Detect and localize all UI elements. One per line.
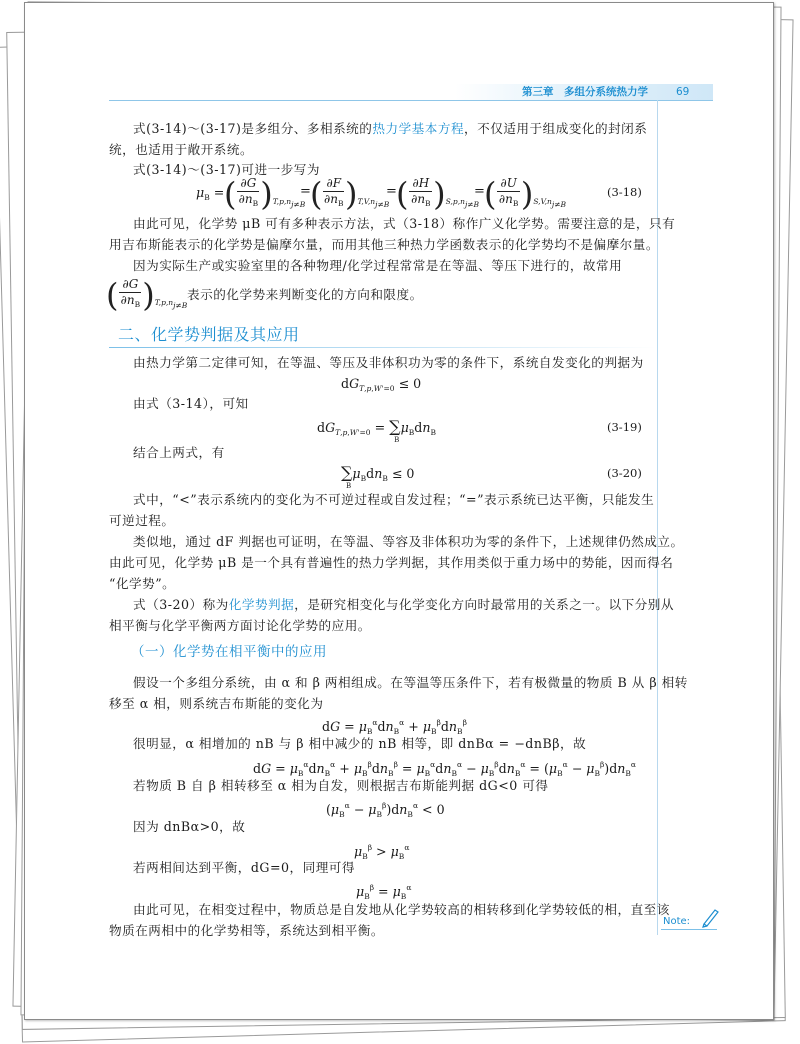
text-line: 假设一个多组分系统，由 α 和 β 两相组成。在等温等压条件下，若有极微量的物质 B 从 β 相转 — [133, 675, 688, 690]
term-highlight: 化学势判据 — [228, 597, 295, 612]
text-line: 因为 dnBα>0，故 — [133, 819, 246, 834]
text-line: 结合上两式，有 — [133, 445, 225, 460]
text-line: 表示的化学势来判断变化的方向和限度。 — [187, 287, 423, 302]
inline-partial-derivative: ( $\frac{\partial G}{\partial n_B}$ ) $T,p,n_{j\ne B}$ — [106, 275, 188, 314]
equation-dG-criterion: $dG_{T,p,W'=0} \le 0$ — [341, 376, 422, 393]
text-line: 因为实际生产或实验室里的各种物理/化学过程常常是在等温、等压下进行的，故常用 — [133, 258, 623, 273]
pencil-icon — [700, 906, 720, 928]
text-line: 很明显，α 相增加的 nB 与 β 相中减少的 nB 相等，即 dnBα = −dnBβ，故 — [133, 736, 587, 751]
equation-number: (3-18) — [607, 185, 642, 199]
text-line: 由热力学第二定律可知，在等温、等压及非体积功为零的条件下，系统自发变化的判据为 — [133, 355, 644, 370]
text-line: 统，也适用于敞开系统。 — [109, 142, 254, 157]
text-line: 若两相间达到平衡，dG=0，同理可得 — [133, 860, 355, 875]
text-line: 相平衡与化学平衡两方面讨论化学势的应用。 — [109, 618, 371, 633]
section-heading: 二、化学势判据及其应用 — [118, 325, 300, 344]
text-line: 可逆过程。 — [109, 513, 175, 528]
note-label: Note: — [663, 916, 691, 927]
page-number: 69 — [676, 86, 690, 98]
text-line: 式（3-20）称为化学势判据，是研究相变化与化学变化方向时最常用的关系之一。以下分别从 — [133, 597, 674, 612]
equation-dG-phases: dG = $\mu_B^\alpha dn_B^\alpha + \mu_B^\beta dn_B^\beta$ — [322, 718, 467, 736]
term-highlight: 热力学基本方程 — [372, 121, 465, 136]
chapter-title: 第三章 多组分系统热力学 — [522, 86, 648, 98]
equation-mu-greater: $\mu_B^\beta > \mu_B^\alpha$ — [354, 843, 410, 861]
text-line: 由此可见，在相变过程中，物质总是自发地从化学势较高的相转移到化学势较低的相，直至该 — [133, 902, 670, 917]
text-line: 式(3-14)～(3-17)可进一步写为 — [133, 162, 320, 177]
equation-3-19: $dG_{T,p,W'=0}$ = ∑ B $\mu_Bdn_B$ — [317, 417, 436, 444]
text-line: 由此可见，化学势 μB 可有多种表示方法，式（3-18）称作广义化学势。需要注意的是，只有 — [133, 216, 676, 231]
text-line: 式中，“<”表示系统内的变化为不可逆过程或自发过程；“=”表示系统已达平衡，只能发生 — [133, 492, 655, 507]
equation-number: (3-20) — [607, 466, 642, 480]
text-line: “化学势”。 — [109, 576, 176, 591]
text-line: 物质在两相中的化学势相等，系统达到相平衡。 — [109, 923, 384, 938]
text-line: 类似地，通过 dF 判据也可证明，在等温、等容及非体积功为零的条件下，上述规律仍然成立。 — [133, 534, 684, 549]
section-rule — [109, 347, 656, 348]
text-line: 由式（3-14），可知 — [133, 396, 249, 411]
text-line: 移至 α 相，则系统吉布斯能的变化为 — [109, 696, 324, 711]
text-line: 由此可见，化学势 μB 是一个具有普遍性的热力学判据，其作用类似于重力场中的势能，因而得名 — [109, 555, 674, 570]
subsection-heading: （一）化学势在相平衡中的应用 — [131, 644, 327, 660]
equation-number: (3-19) — [607, 420, 642, 434]
equation-3-20: ∑ B $\mu_Bdn_B \le 0$ — [341, 463, 415, 490]
text-line: 若物质 B 自 β 相转移至 α 相为自发，则根据吉布斯能判据 dG<0 可得 — [133, 778, 549, 793]
header-rule — [109, 100, 713, 101]
note-rule — [661, 929, 717, 930]
text-line: 式(3-14)～(3-17)是多组分、多相系统的热力学基本方程，不仅适用于组成变化的封闭系 — [133, 121, 648, 136]
equation-dG-substituted: dG = $\mu_B^\alpha dn_B^\alpha + \mu_B^\beta dn_B^\beta = \mu_B^\alpha dn_B^\alpha - \mu_B^\beta dn_B^\alpha = (\mu_B^\alpha - \mu_B^\beta)dn_B^\alpha$ — [253, 760, 636, 778]
equation-inequality: $(\mu_B^\alpha - \mu_B^\beta)dn_B^\alpha < 0$ — [326, 801, 445, 819]
equation-mu-equal: $\mu_B^\beta = \mu_B^\alpha$ — [356, 883, 412, 901]
text-line: 用吉布斯能表示的化学势是偏摩尔量，而用其他三种热力学函数表示的化学势均不是偏摩尔量。 — [109, 237, 659, 252]
